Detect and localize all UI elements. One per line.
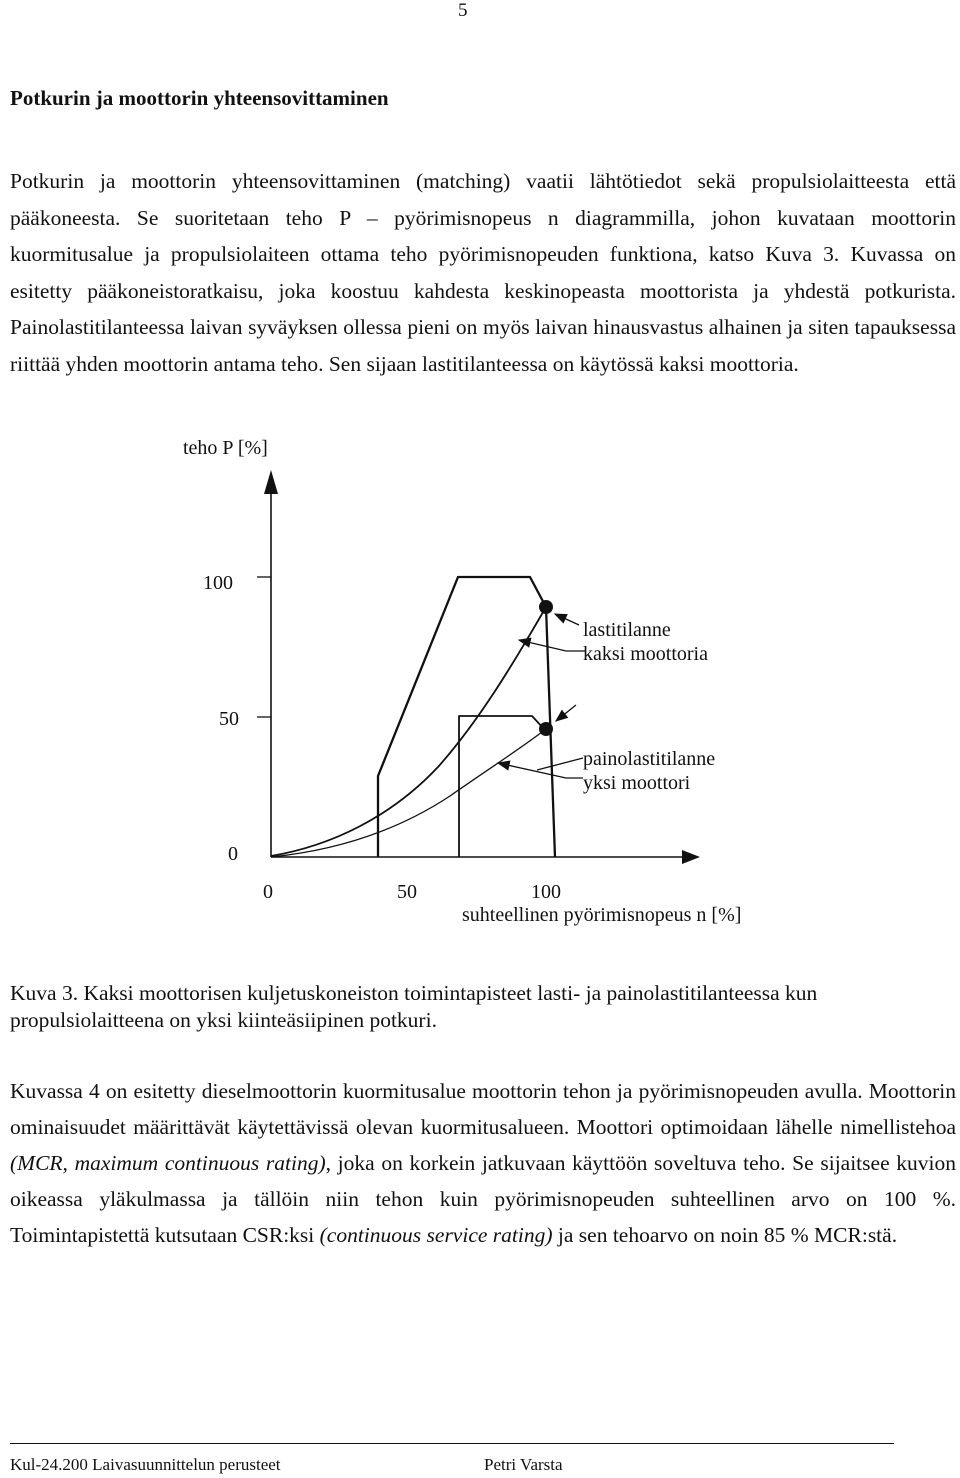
label-ballast: painolastitilanne (583, 748, 716, 770)
label-two-engines: kaksi moottoria (583, 643, 708, 665)
x-tick-label-0: 0 (263, 881, 273, 903)
operating-point-laden (539, 600, 553, 614)
y-axis-arrow (264, 470, 278, 494)
y-tick-label-0: 0 (228, 843, 238, 865)
footer-course: Kul-24.200 Laivasuunnittelun perusteet (10, 1455, 281, 1474)
x-axis-label: suhteellinen pyörimisnopeus n [%] (462, 904, 742, 926)
y-tick-label-50: 50 (219, 708, 239, 730)
label-laden: lastitilanne (583, 619, 671, 641)
pointer-ballast-label (498, 763, 583, 778)
body-paragraph (10, 1073, 956, 1253)
y-tick-label-100: 100 (203, 572, 233, 594)
envelope-two-engines (378, 577, 555, 857)
paragraph-text-1: Kuvassa 4 on esitetty dieselmoottorin kuormitusalue moottorin tehon ja pyörimisnopeuden avulla. Moottorin ominaisuudet määrittävät käytettävissä olevan kuormitusalueen. Moottori optimoidaan lähelle nimellistehoa (10, 1079, 956, 1139)
pointer-laden-curve (519, 640, 585, 651)
intro-paragraph: Potkurin ja moottorin yhteensovittaminen (matching) vaatii lähtötiedot sekä propulsiolaitteesta että pääkoneesta. Se suoritetaan teho P – pyörimisnopeus n diagrammilla, johon kuvataan moottorin kuormitusalue ja propulsiolaiteen ottama teho pyörimisnopeuden funktiona, katso Kuva 3. Kuvassa on esitetty pääkoneistoratkaisu, joka koostuu kahdesta keskinopeasta moottorista ja yhdestä potkurista. Painolastitilanteessa laivan syväyksen ollessa pieni on myös laivan hinausvastus alhainen ja siten tapauksessa riittää yhden moottorin antama teho. Sen sijaan lastitilanteessa on käytössä kaksi moottoria. (10, 169, 956, 376)
page-number: 5 (458, 0, 468, 21)
label-one-engine: yksi moottori (583, 772, 691, 794)
paragraph-text-3: ja sen tehoarvo on noin 85 % MCR:stä. (552, 1223, 898, 1247)
pointer-to-ballast-point (537, 758, 583, 770)
envelope-one-engine (459, 716, 544, 857)
footer-divider (10, 1443, 894, 1444)
x-axis-arrow (682, 850, 700, 864)
pointer-ballast-curve (556, 705, 576, 721)
operating-point-ballast (539, 722, 553, 736)
csr-term: (continuous service rating) (319, 1223, 553, 1247)
footer-author: Petri Varsta (484, 1455, 563, 1474)
mcr-term: (MCR, maximum continuous rating) (10, 1151, 326, 1175)
paragraph-text-2: , joka on korkein jatkuvaan käyttöön soveltuva teho. Se sijaitsee kuvion oikeassa yläkulmassa ja tällöin niin tehon kuin pyörimisnopeuden suhteellinen arvo on 100 %. Toimintapistettä kutsutaan CSR:ksi (10, 1151, 957, 1247)
pointer-to-laden-point (555, 614, 579, 625)
x-tick-label-50: 50 (397, 881, 417, 903)
propeller-curve-ballast (271, 729, 546, 857)
figure-caption: Kuva 3. Kaksi moottorisen kuljetuskoneiston toimintapisteet lasti- ja painolastitilanteessa kun propulsiolaitteena on yksi kiinteäsiipinen potkuri. (10, 981, 818, 1032)
x-tick-label-100: 100 (531, 881, 561, 903)
section-heading: Potkurin ja moottorin yhteensovittaminen (10, 86, 389, 110)
propeller-curve-laden (271, 607, 546, 856)
y-axis-label: teho P [%] (183, 437, 268, 459)
